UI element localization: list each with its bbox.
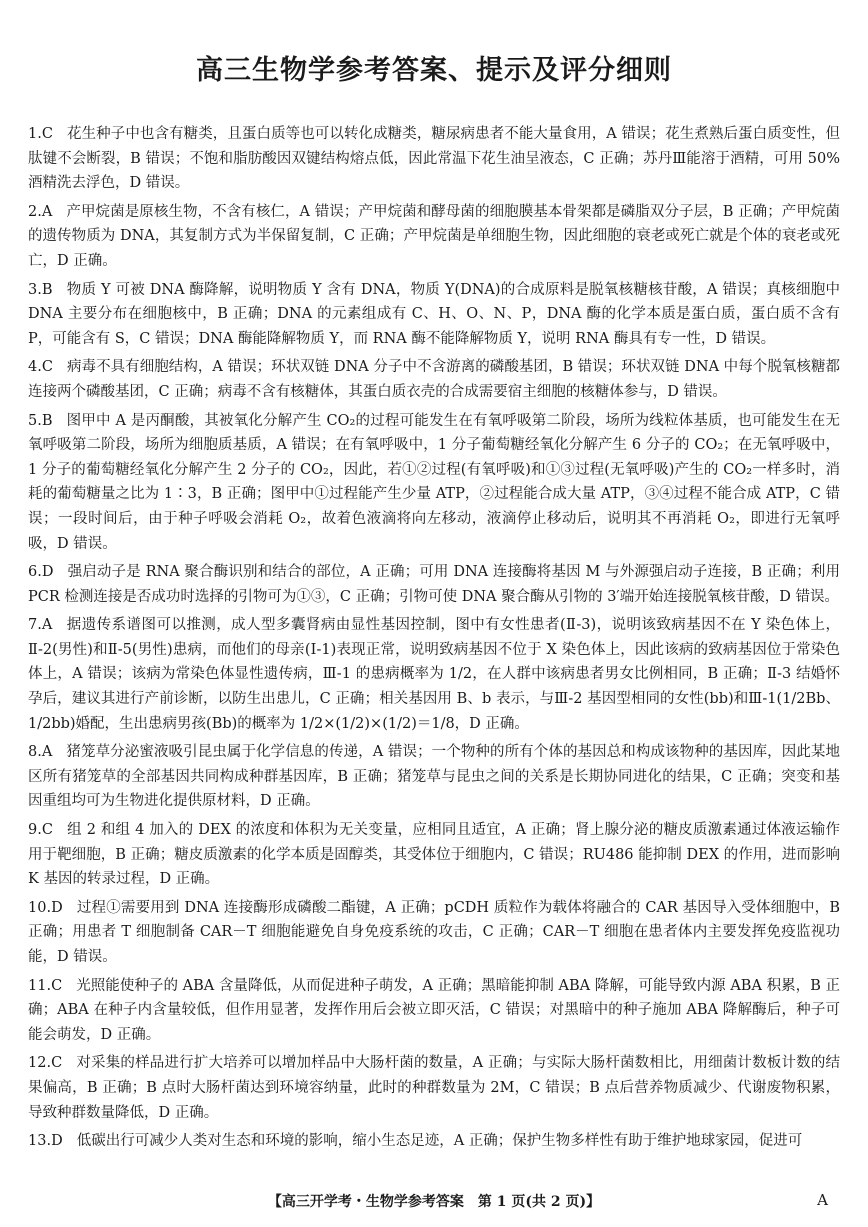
item-number: 5. [28,412,42,429]
item-number: 2. [28,203,42,220]
item-explanation: 组 2 和组 4 加入的 DEX 的浓度和体积为无关变量，应相同且适宜，A 正确；肾上腺分泌的糖皮质激素通过体液运输作用于靶细胞，B 正确；糖皮质激素的化学本质是固醇类，其受体位于细胞内，C 错误；RU486 能抑制 DEX 的作用，进而影响 K 基因的转录过程，D 正确。 [28,822,840,888]
answer-item-3 [28,278,840,352]
answer-list [28,122,840,1158]
answer-item-8 [28,740,840,814]
item-answer: C [51,977,63,994]
answer-item-2 [28,200,840,274]
item-explanation: 对采集的样品进行扩大培养可以增加样品中大肠杆菌的数量，A 正确；与实际大肠杆菌数相比，用细菌计数板计数的结果偏高，B 正确；B 点时大肠杆菌达到环境容纳量，此时的种群数量为 2M，C 错误；B 点后营养物质减少、代谢废物积累，导致种群数量降低，D 正确。 [28,1055,840,1121]
item-number: 13. [28,1133,52,1150]
item-answer: C [51,1055,63,1072]
answer-item-4 [28,355,840,404]
item-explanation: 病毒不具有细胞结构，A 错误；环状双链 DNA 分子中不含游离的磷酸基团，B 错误；环状双链 DNA 中每个脱氧核糖都连接两个磷酸基团，C 正确；病毒不含有核糖体，其蛋白质衣壳的合成需要宿主细胞的核糖体参与，D 错误。 [28,359,840,400]
item-explanation: 强启动子是 RNA 聚合酶识别和结合的部位，A 正确；可用 DNA 连接酶将基因 M 与外源强启动子连接，B 正确；利用 PCR 检测连接是否成功时选择的引物可为①③，C 正确；引物可使 DNA 聚合酶从引物的 3′端开始连接脱氧核苷酸，D 错误。 [28,564,840,605]
item-number: 7. [28,617,42,634]
item-explanation: 花生种子中也含有糖类，且蛋白质等也可以转化成糖类，糖尿病患者不能大量食用，A 错误；花生煮熟后蛋白质变性，但肽键不会断裂，B 错误；不饱和脂肪酸因双键结构熔点低，因此常温下花生油呈液态，C 正确；苏丹Ⅲ能溶于酒精，可用 50%酒精洗去浮色，D 错误。 [28,126,840,192]
answer-item-11 [28,974,840,1048]
item-answer: D [51,899,63,916]
item-answer: B [41,412,53,429]
item-number: 3. [28,281,42,298]
answer-item-12 [28,1051,840,1125]
item-explanation: 据遗传系谱图可以推测，成人型多囊肾病由显性基因控制，图中有女性患者(Ⅱ-3)，说明该致病基因不在 Y 染色体上，Ⅱ-2(男性)和Ⅱ-5(男性)患病，而他们的母亲(Ⅰ-1)表现正常，说明致病基因不位于 X 染色体上，因此该病的致病基因位于常染色体上，A 错误；该病为常染色体显性遗传病，Ⅲ-1 的患病概率为 1/2，在人群中该病患者男女比例相同，B 正确；Ⅱ-3 结婚怀孕后，建议其进行产前诊断，以防生出患儿，C 正确；相关基因用 B、b 表示，与Ⅲ-2 基因型相同的女性(bb)和Ⅲ-1(1/2Bb、1/2bb)婚配，生出患病男孩(Bb)的概率为 1/2×(1/2)×(1/2)＝1/8，D 正确。 [28,617,840,732]
item-answer: C [41,359,53,376]
item-answer: D [41,564,54,581]
item-explanation: 产甲烷菌是原核生物，不含有核仁，A 错误；产甲烷菌和酵母菌的细胞膜基本骨架都是磷脂双分子层，B 正确；产甲烷菌的遗传物质为 DNA，其复制方式为半保留复制，C 正确；产甲烷菌是单细胞生物，因此细胞的衰老或死亡就是个体的衰老或死亡，D 正确。 [28,203,840,269]
answer-item-7 [28,613,840,736]
answer-item-9 [28,818,840,892]
item-number: 12. [28,1055,52,1072]
item-explanation: 光照能使种子的 ABA 含量降低，从而促进种子萌发，A 正确；黑暗能抑制 ABA 降解，可能导致内源 ABA 积累，B 正确；ABA 在种子内含量较低，但作用显著，发挥作用后会被立即灭活，C 错误；对黑暗中的种子施加 ABA 降解酶后，种子可能会萌发，D 正确。 [28,977,840,1043]
item-number: 4. [28,359,42,376]
item-answer: C [41,126,53,142]
page-title: 高三生物学参考答案、提示及评分细则 [196,55,672,86]
item-number: 8. [28,744,42,761]
item-answer: B [41,281,53,298]
page-footer: 【高三开学考・生物学参考答案 第 1 页(共 2 页)】 [267,1194,601,1210]
item-explanation: 低碳出行可减少人类对生态和环境的影响，缩小生态足迹，A 正确；保护生物多样性有助于维护地球家园，促进可 [76,1133,803,1150]
item-answer: A [41,744,53,761]
item-number: 10. [28,899,52,916]
item-answer: D [51,1133,63,1150]
item-answer: A [41,617,53,634]
item-number: 1. [28,126,42,142]
item-explanation: 图甲中 A 是丙酮酸，其被氧化分解产生 CO₂的过程可能发生在有氧呼吸第二阶段，场所为线粒体基质，也可能发生在无氧呼吸第二阶段，场所为细胞质基质，A 错误；在有氧呼吸中，1 分子葡萄糖经氧化分解产生 6 分子的 CO₂；在无氧呼吸中，1 分子的葡萄糖经氧化分解产生 2 分子的 CO₂，因此，若①②过程(有氧呼吸)和①③过程(无氧呼吸)产生的 CO₂一样多时，消耗的葡萄糖量之比为 1∶3，B 正确；图甲中①过程能产生少量 ATP，②过程能合成大量 ATP，③④过程不能合成 ATP，C 错误；一段时间后，由于种子呼吸会消耗 O₂，故着色液滴将向左移动，液滴停止移动后，说明其不再消耗 O₂，即进行无氧呼吸，D 错误。 [28,412,840,552]
item-explanation: 过程①需要用到 DNA 连接酶形成磷酸二酯键，A 正确；pCDH 质粒作为载体将融合的 CAR 基因导入受体细胞中，B 正确；用患者 T 细胞制备 CAR－T 细胞能避免自身免疫系统的攻击，C 正确；CAR－T 细胞在患者体内主要发挥免疫监视功能，D 错误。 [28,899,840,965]
version-label: A [817,1191,828,1209]
item-number: 9. [28,822,42,839]
item-explanation: 猪笼草分泌蜜液吸引昆虫属于化学信息的传递，A 错误；一个物种的所有个体的基因总和构成该物种的基因库，因此某地区所有猪笼草的全部基因共同构成种群基因库，B 正确；猪笼草与昆虫之间的关系是长期协同进化的结果，C 正确；突变和基因重组均可为生物进化提供原材料，D 正确。 [28,744,840,810]
answer-item-1 [28,122,840,196]
item-number: 6. [28,564,42,581]
answer-item-6 [28,560,840,609]
answer-item-10 [28,896,840,970]
answer-item-5 [28,409,840,557]
answer-item-13 [28,1129,840,1154]
item-explanation: 物质 Y 可被 DNA 酶降解，说明物质 Y 含有 DNA，物质 Y(DNA)的合成原料是脱氧核糖核苷酸，A 错误；真核细胞中 DNA 主要分布在细胞核中，B 正确；DNA 的元素组成有 C、H、O、N、P，DNA 酶的化学本质是蛋白质，蛋白质不含有 P，可能含有 S，C 错误；DNA 酶能降解物质 Y，而 RNA 酶不能降解物质 Y，说明 RNA 酶具有专一性，D 错误。 [28,281,840,347]
item-number: 11. [28,977,52,994]
item-answer: A [41,203,53,220]
item-answer: C [41,822,53,839]
